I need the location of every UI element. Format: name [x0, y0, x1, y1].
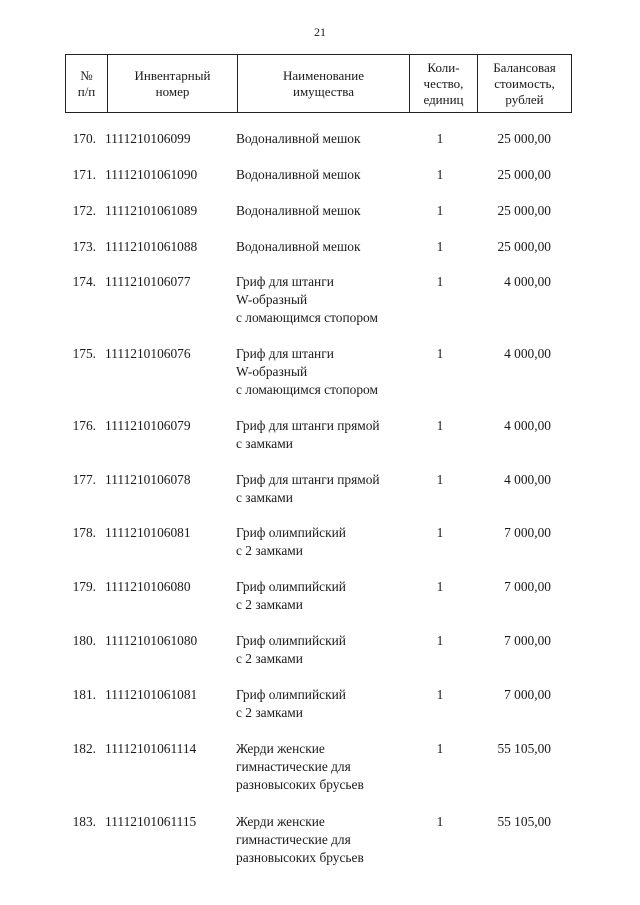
property-name-line: гимнастические для [236, 759, 351, 774]
header-property-name [238, 55, 410, 113]
quantity: 1 [436, 167, 444, 182]
property-name [236, 238, 404, 256]
row-number: 183. [72, 814, 96, 829]
property-name [236, 813, 404, 867]
property-name-line: Гриф олимпийский [236, 579, 346, 594]
header-cost-line-2: стоимость, [494, 75, 555, 91]
balance-cost: 7 000,00 [504, 579, 551, 594]
property-name [236, 471, 404, 507]
balance-cost: 25 000,00 [497, 203, 551, 218]
balance-cost: 4 000,00 [504, 418, 551, 433]
property-name [236, 632, 404, 668]
balance-cost: 7 000,00 [504, 687, 551, 702]
balance-cost: 55 105,00 [497, 741, 551, 756]
inventory-number: 11112101061089 [105, 203, 198, 218]
property-name-line: с замками [236, 436, 293, 451]
table-row [65, 417, 561, 453]
row-number: 182. [72, 741, 96, 756]
header-number-line-2: п/п [77, 83, 96, 99]
property-name-line: Гриф олимпийский [236, 633, 346, 648]
property-name [236, 273, 404, 327]
header-quantity-line-1: Коли- [427, 59, 460, 75]
quantity: 1 [436, 814, 444, 829]
inventory-number: 11112101061114 [105, 741, 197, 756]
property-name-line: с ломающимся стопором [236, 382, 378, 397]
property-name-line: разновысоких брусьев [236, 777, 364, 792]
quantity: 1 [436, 525, 444, 540]
header-name-line-2: имущества [293, 83, 354, 99]
property-name-line: Водоналивной мешок [236, 131, 361, 146]
property-name-line: с 2 замками [236, 597, 303, 612]
inventory-number: 1111210106077 [105, 274, 191, 289]
property-name-line: Водоналивной мешок [236, 167, 361, 182]
property-name-line: Гриф для штанги [236, 346, 334, 361]
balance-cost: 7 000,00 [504, 633, 551, 648]
balance-cost: 25 000,00 [497, 167, 551, 182]
table-row [65, 273, 561, 327]
row-number: 175. [72, 346, 96, 361]
header-inventory-line-1: Инвентарный [134, 67, 211, 83]
header-balance-cost [478, 55, 572, 113]
table-row [65, 345, 561, 399]
inventory-number: 1111210106079 [105, 418, 191, 433]
property-name [236, 686, 404, 722]
balance-cost: 25 000,00 [497, 239, 551, 254]
quantity: 1 [436, 687, 444, 702]
property-name [236, 740, 404, 794]
row-number: 177. [72, 472, 96, 487]
table-row [65, 578, 561, 614]
row-number: 171. [72, 167, 96, 182]
header-number-line-1: № [80, 67, 93, 83]
row-number: 174. [72, 274, 96, 289]
property-name [236, 417, 404, 453]
header-quantity-line-3: единиц [423, 91, 464, 107]
property-name-line: Гриф для штанги прямой [236, 418, 380, 433]
table-row [65, 471, 561, 507]
property-name [236, 130, 404, 148]
header-number [66, 55, 108, 113]
property-name [236, 202, 404, 220]
table-row [65, 130, 561, 148]
property-name-line: W-образный [236, 364, 308, 379]
balance-cost: 25 000,00 [497, 131, 551, 146]
property-name [236, 166, 404, 184]
property-name-line: с 2 замками [236, 651, 303, 666]
inventory-number: 11112101061090 [105, 167, 198, 182]
quantity: 1 [436, 472, 444, 487]
table-row [65, 202, 561, 220]
balance-cost: 4 000,00 [504, 274, 551, 289]
row-number: 178. [72, 525, 96, 540]
header-inventory-line-2: номер [155, 83, 190, 99]
header-quantity-line-2: чество, [423, 75, 464, 91]
property-name [236, 524, 404, 560]
row-number: 170. [72, 131, 96, 146]
quantity: 1 [436, 239, 444, 254]
balance-cost: 7 000,00 [504, 525, 551, 540]
property-name-line: Гриф олимпийский [236, 525, 346, 540]
inventory-number: 1111210106099 [105, 131, 191, 146]
table-row [65, 166, 561, 184]
inventory-number: 11112101061080 [105, 633, 198, 648]
table-row [65, 524, 561, 560]
balance-cost: 4 000,00 [504, 346, 551, 361]
quantity: 1 [436, 633, 444, 648]
inventory-number: 1111210106081 [105, 525, 191, 540]
table-header [65, 54, 572, 113]
table-row [65, 813, 561, 867]
property-name [236, 578, 404, 614]
header-cost-line-3: рублей [505, 91, 544, 107]
property-name-line: с замками [236, 490, 293, 505]
property-name-line: Гриф для штанги прямой [236, 472, 380, 487]
property-name-line: W-образный [236, 292, 308, 307]
page-number: 21 [314, 25, 326, 39]
header-name-line-1: Наименование [283, 67, 364, 83]
header-quantity [410, 55, 478, 113]
quantity: 1 [436, 274, 444, 289]
property-name [236, 345, 404, 399]
property-name-line: Гриф для штанги [236, 274, 334, 289]
property-name-line: с 2 замками [236, 705, 303, 720]
row-number: 173. [72, 239, 96, 254]
property-name-line: с ломающимся стопором [236, 310, 378, 325]
header-inventory-number [108, 55, 238, 113]
row-number: 176. [72, 418, 96, 433]
table-row [65, 238, 561, 256]
inventory-number: 11112101061088 [105, 239, 198, 254]
row-number: 181. [72, 687, 96, 702]
property-name-line: разновысоких брусьев [236, 850, 364, 865]
quantity: 1 [436, 579, 444, 594]
inventory-number: 11112101061081 [105, 687, 198, 702]
header-cost-line-1: Балансовая [493, 59, 556, 75]
inventory-number: 1111210106076 [105, 346, 191, 361]
property-name-line: Водоналивной мешок [236, 239, 361, 254]
property-name-line: Жерди женские [236, 814, 325, 829]
quantity: 1 [436, 131, 444, 146]
property-name-line: Гриф олимпийский [236, 687, 346, 702]
table-row [65, 632, 561, 668]
quantity: 1 [436, 346, 444, 361]
inventory-number: 1111210106078 [105, 472, 191, 487]
row-number: 179. [72, 579, 96, 594]
quantity: 1 [436, 741, 444, 756]
balance-cost: 55 105,00 [497, 814, 551, 829]
row-number: 172. [72, 203, 96, 218]
balance-cost: 4 000,00 [504, 472, 551, 487]
quantity: 1 [436, 418, 444, 433]
row-number: 180. [72, 633, 96, 648]
property-name-line: с 2 замками [236, 543, 303, 558]
property-name-line: Жерди женские [236, 741, 325, 756]
quantity: 1 [436, 203, 444, 218]
property-name-line: гимнастические для [236, 832, 351, 847]
table-row [65, 686, 561, 722]
inventory-number: 1111210106080 [105, 579, 191, 594]
table-row [65, 740, 561, 794]
inventory-number: 11112101061115 [105, 814, 197, 829]
property-name-line: Водоналивной мешок [236, 203, 361, 218]
